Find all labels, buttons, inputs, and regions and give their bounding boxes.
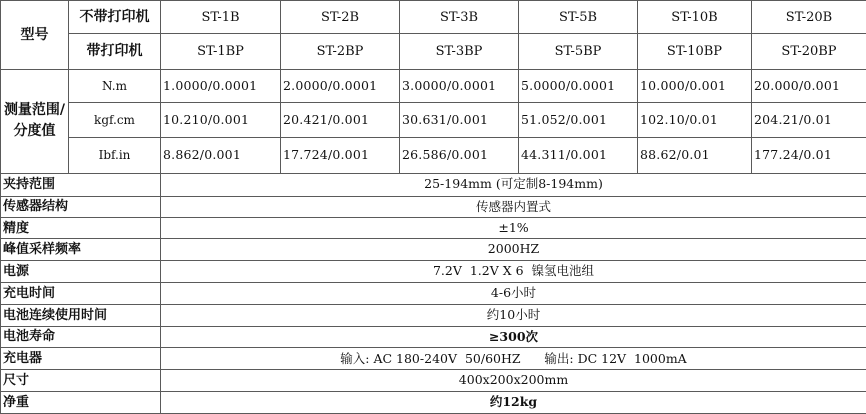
header-row-with-printer [1, 34, 866, 69]
model-cell: ST-10B [638, 1, 752, 34]
range-value: 8.862/0.001 [161, 138, 281, 173]
range-value: 2.0000/0.0001 [281, 69, 400, 102]
spec-value: 400x200x200mm [161, 370, 866, 392]
range-row [1, 138, 866, 173]
range-value: 177.24/0.01 [752, 138, 866, 173]
model-cell: ST-1B [161, 1, 281, 34]
range-value: 88.62/0.01 [638, 138, 752, 173]
spec-value: 传感器内置式 [161, 196, 866, 218]
with-printer-label: 带打印机 [69, 34, 161, 69]
spec-row-battery-life [1, 326, 866, 348]
spec-row-clamp [1, 173, 866, 196]
range-label: 测量范围/分度值 [1, 69, 69, 173]
range-value: 26.586/0.001 [400, 138, 519, 173]
model-cell: ST-20BP [752, 34, 866, 69]
spec-label: 电源 [1, 261, 161, 283]
spec-row-charge-time [1, 282, 866, 304]
model-cell: ST-1BP [161, 34, 281, 69]
range-value: 44.311/0.001 [519, 138, 638, 173]
range-value: 20.421/0.001 [281, 102, 400, 137]
model-cell: ST-3BP [400, 34, 519, 69]
spec-row-sampling [1, 239, 866, 261]
spec-row-accuracy [1, 218, 866, 239]
range-value: 17.724/0.001 [281, 138, 400, 173]
range-value: 51.052/0.001 [519, 102, 638, 137]
spec-label: 电池连续使用时间 [1, 304, 161, 326]
range-value: 1.0000/0.0001 [161, 69, 281, 102]
spec-row-size [1, 370, 866, 392]
spec-value: 25-194mm (可定制8-194mm) [161, 173, 866, 196]
range-value: 3.0000/0.0001 [400, 69, 519, 102]
unit-cell: kgf.cm [69, 102, 161, 137]
spec-label: 充电时间 [1, 282, 161, 304]
spec-row-weight [1, 392, 866, 414]
model-cell: ST-20B [752, 1, 866, 34]
range-value: 5.0000/0.0001 [519, 69, 638, 102]
model-cell: ST-2BP [281, 34, 400, 69]
spec-row-charger [1, 348, 866, 370]
spec-value: 约10小时 [161, 304, 866, 326]
unit-cell: Ibf.in [69, 138, 161, 173]
unit-cell: N.m [69, 69, 161, 102]
model-label: 型号 [1, 1, 69, 70]
spec-label: 充电器 [1, 348, 161, 370]
spec-value: 7.2V 1.2V X 6 镍氢电池组 [161, 261, 866, 283]
spec-value: 2000HZ [161, 239, 866, 261]
spec-value: 4-6小时 [161, 282, 866, 304]
spec-value: ≥300次 [161, 326, 866, 348]
without-printer-label: 不带打印机 [69, 1, 161, 34]
spec-label: 净重 [1, 392, 161, 414]
range-value: 204.21/0.01 [752, 102, 866, 137]
model-cell: ST-5BP [519, 34, 638, 69]
range-row [1, 69, 866, 102]
range-value: 20.000/0.001 [752, 69, 866, 102]
spec-row-sensor [1, 196, 866, 218]
spec-row-power [1, 261, 866, 283]
spec-label: 传感器结构 [1, 196, 161, 218]
range-value: 10.210/0.001 [161, 102, 281, 137]
model-cell: ST-2B [281, 1, 400, 34]
spec-value: 输入: AC 180-240V 50/60HZ 输出: DC 12V 1000mA [161, 348, 866, 370]
spec-value: 约12kg [161, 392, 866, 414]
header-row-without-printer [1, 1, 866, 34]
spec-value: ±1% [161, 218, 866, 239]
spec-row-runtime [1, 304, 866, 326]
spec-label: 电池寿命 [1, 326, 161, 348]
spec-label: 尺寸 [1, 370, 161, 392]
model-cell: ST-3B [400, 1, 519, 34]
range-value: 30.631/0.001 [400, 102, 519, 137]
spec-label: 夹持范围 [1, 173, 161, 196]
range-value: 102.10/0.01 [638, 102, 752, 137]
spec-label: 峰值采样频率 [1, 239, 161, 261]
model-cell: ST-5B [519, 1, 638, 34]
range-value: 10.000/0.001 [638, 69, 752, 102]
range-row [1, 102, 866, 137]
model-cell: ST-10BP [638, 34, 752, 69]
spec-label: 精度 [1, 218, 161, 239]
